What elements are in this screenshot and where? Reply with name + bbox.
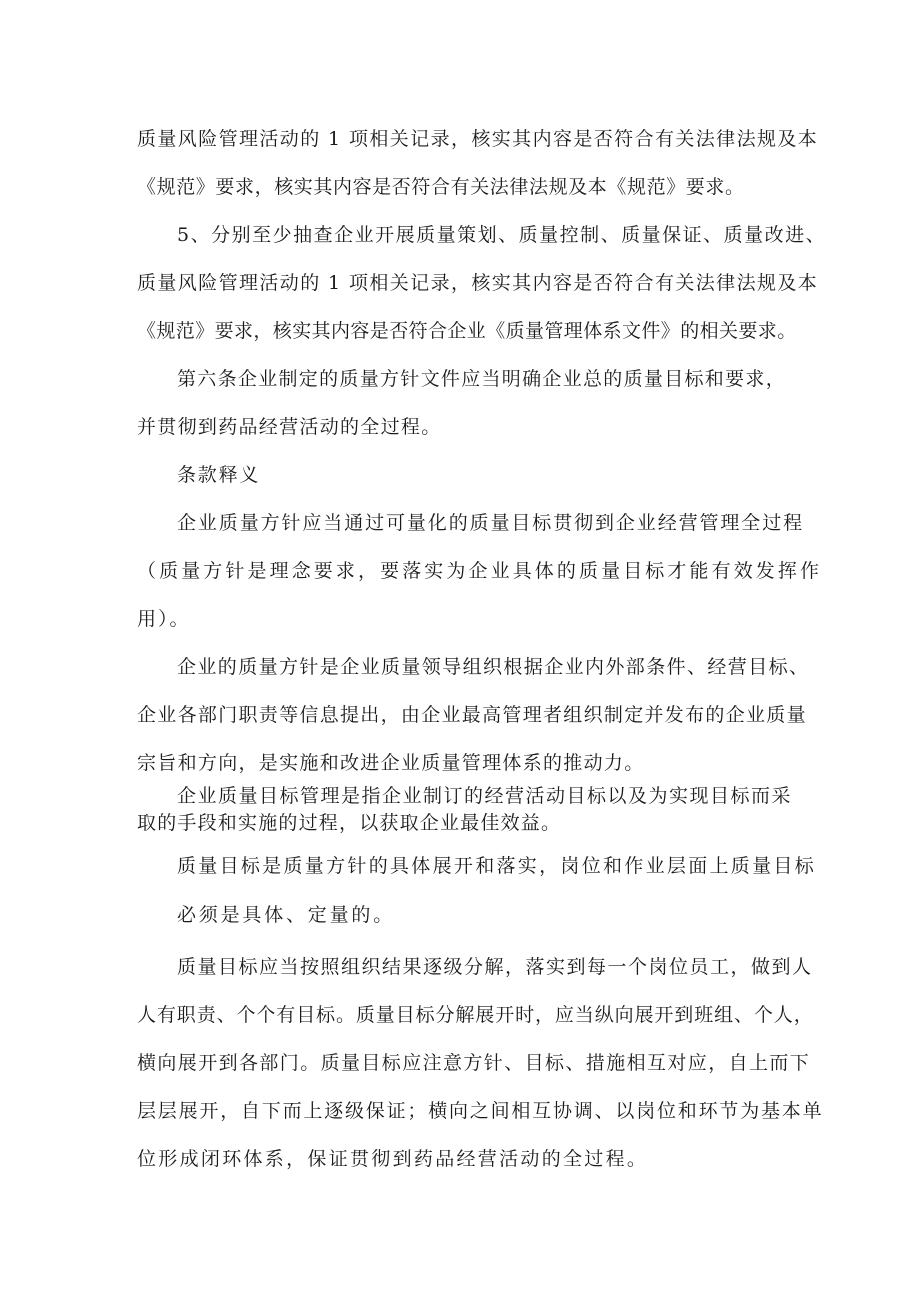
text-line-23: 位形成闭环体系，保证贯彻到药品经营活动的全过程。	[137, 1148, 649, 1170]
text-line-2: 《规范》要求，核实其内容是否符合有关法律法规及本《规范》要求。	[137, 176, 745, 198]
text-line-12: 企业的质量方针是企业质量领导组织根据企业内外部条件、经营目标、	[177, 656, 810, 678]
text-line-7: 并贯彻到药品经营活动的全过程。	[137, 416, 442, 438]
text-line-18: 必须是具体、定量的。	[177, 904, 396, 926]
text-line-6: 第六条企业制定的质量方针文件应当明确企业总的质量目标和要求，	[177, 368, 787, 390]
text-line-14: 宗旨和方向，是实施和改进企业质量管理体系的推动力。	[137, 752, 645, 774]
text-line-13: 企业各部门职责等信息提出，由企业最高管理者组织制定并发布的企业质量	[137, 704, 807, 726]
text-line-19: 质量目标应当按照组织结果逐级分解，落实到每一个岗位员工，做到人	[177, 956, 813, 978]
text-line-10: （质量方针是理念要求，要落实为企业具体的质量目标才能有效发挥作	[137, 560, 823, 582]
text-line-9: 企业质量方针应当通过可量化的质量目标贯彻到企业经营管理全过程	[177, 512, 805, 534]
text-line-5: 《规范》要求，核实其内容是否符合企业《质量管理体系文件》的相关要求。	[137, 320, 797, 342]
text-line-21: 横向展开到各部门。质量目标应注意方针、目标、措施相互对应，自上而下	[137, 1052, 811, 1074]
text-line-17: 质量目标是质量方针的具体展开和落实，岗位和作业层面上质量目标	[177, 855, 817, 877]
text-line-22: 层层展开，自下而上逐级保证；横向之间相互协调、以岗位和环节为基本单	[137, 1100, 824, 1122]
text-line-3: 5、分别至少抽查企业开展质量策划、质量控制、质量保证、质量改进、	[177, 224, 827, 246]
text-line-20: 人有职责、个个有目标。质量目标分解展开时，应当纵向展开到班组、个人，	[137, 1004, 814, 1026]
text-line-11: 用）。	[137, 608, 191, 630]
text-line-1: 质量风险管理活动的 1 项相关记录，核实其内容是否符合有关法律法规及本	[137, 128, 819, 150]
text-line-16: 取的手段和实施的过程，以获取企业最佳效益。	[137, 812, 562, 834]
text-line-15: 企业质量目标管理是指企业制订的经营活动目标以及为实现目标而采	[177, 785, 793, 807]
text-line-4: 质量风险管理活动的 1 项相关记录，核实其内容是否符合有关法律法规及本	[137, 272, 819, 294]
text-line-8: 条款释义	[177, 464, 261, 486]
